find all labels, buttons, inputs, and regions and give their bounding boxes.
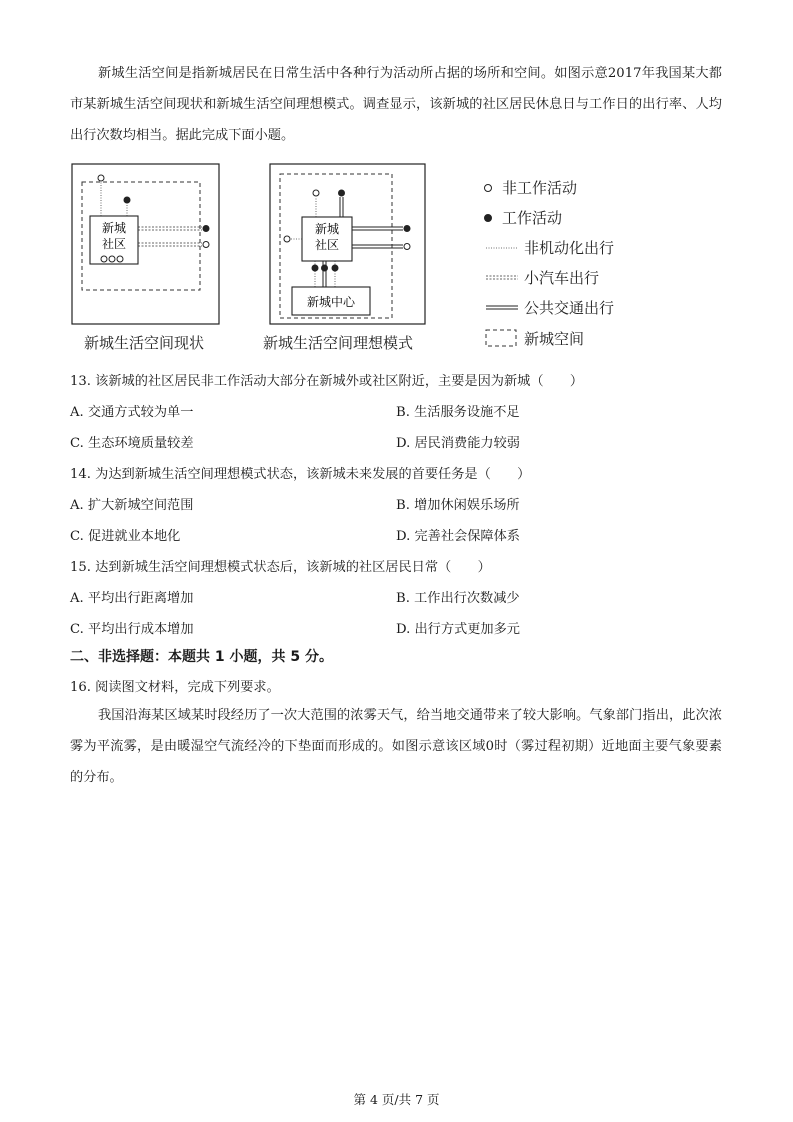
intro-paragraph: 新城生活空间是指新城居民在日常生活中各种行为活动所占据的场所和空间。如图示意2017年我国某大都市某新城生活空间现状和新城生活空间理想模式。调查显示，该新城的社区居民休息日与工作日的出行率、人均出行次数均相当。据此完成下面小题。 bbox=[70, 66, 722, 143]
diagram-current bbox=[72, 164, 219, 352]
legend-nonmotor-label: 非机动化出行 bbox=[524, 239, 615, 257]
legend-work-icon bbox=[485, 215, 492, 222]
figure-svg bbox=[70, 162, 730, 358]
q15-option-d[interactable]: D. 出行方式更加多元 bbox=[396, 622, 520, 637]
diagram1-nonwork-dot-5 bbox=[117, 256, 123, 262]
legend-space-label: 新城空间 bbox=[524, 330, 585, 348]
diagram2-nonwork-dot-1 bbox=[313, 190, 319, 196]
diagram1-new-city-space bbox=[82, 182, 200, 290]
diagram1-work-dot-1 bbox=[124, 197, 130, 203]
legend bbox=[485, 179, 615, 348]
q14-option-d[interactable]: D. 完善社会保障体系 bbox=[396, 529, 520, 544]
q13-option-c[interactable]: C. 生态环境质量较差 bbox=[70, 436, 194, 451]
q14-stem: 14. 为达到新城生活空间理想模式状态，该新城未来发展的首要任务是（ ） bbox=[70, 467, 531, 482]
q13-option-b[interactable]: B. 生活服务设施不足 bbox=[396, 405, 520, 420]
diagram1-nonwork-dot-2 bbox=[203, 242, 209, 248]
diagram1-work-dot-2 bbox=[203, 226, 209, 232]
diagram1-nonwork-dot-1 bbox=[98, 175, 104, 181]
diagram2-work-dot-3 bbox=[312, 265, 318, 271]
diagram1-nonwork-dot-3 bbox=[101, 256, 107, 262]
q15-option-a[interactable]: A. 平均出行距离增加 bbox=[70, 591, 194, 606]
q13-option-a[interactable]: A. 交通方式较为单一 bbox=[70, 405, 194, 420]
diagram2-work-dot-1 bbox=[339, 190, 345, 196]
q15-option-b[interactable]: B. 工作出行次数减少 bbox=[396, 591, 520, 606]
diagram-ideal bbox=[263, 164, 425, 352]
legend-transit-label: 公共交通出行 bbox=[524, 299, 615, 317]
diagram2-work-dot-5 bbox=[332, 265, 338, 271]
legend-car-label: 小汽车出行 bbox=[524, 269, 600, 287]
legend-space-icon bbox=[486, 330, 516, 346]
section2-heading: 二、非选择题：本题共 1 小题，共 5 分。 bbox=[70, 649, 333, 665]
diagram1-frame bbox=[72, 164, 219, 324]
diagram1-community-line2: 社区 bbox=[101, 237, 127, 251]
diagram2-nonwork-dot-2 bbox=[284, 236, 290, 242]
q15-stem: 15. 达到新城生活空间理想模式状态后，该新城的社区居民日常（ ） bbox=[70, 560, 491, 575]
diagram1-nonwork-dot-4 bbox=[109, 256, 115, 262]
diagram2-center-label: 新城中心 bbox=[306, 295, 356, 309]
diagram1-community-line1: 新城 bbox=[101, 221, 127, 235]
diagram2-community-line2: 社区 bbox=[314, 238, 340, 252]
life-space-figure bbox=[70, 162, 730, 358]
q14-option-b[interactable]: B. 增加休闲娱乐场所 bbox=[396, 498, 520, 513]
q14-option-c[interactable]: C. 促进就业本地化 bbox=[70, 529, 181, 544]
q14-option-a[interactable]: A. 扩大新城空间范围 bbox=[70, 498, 194, 513]
legend-work-label: 工作活动 bbox=[502, 209, 563, 227]
legend-nonwork-label: 非工作活动 bbox=[502, 179, 578, 197]
diagram1-caption: 新城生活空间现状 bbox=[83, 334, 205, 352]
q13-option-d[interactable]: D. 居民消费能力较弱 bbox=[396, 436, 520, 451]
diagram2-nonwork-dot-3 bbox=[404, 244, 410, 250]
diagram2-work-dot-4 bbox=[322, 265, 328, 271]
diagram2-community-line1: 新城 bbox=[314, 222, 340, 236]
q16-stem: 16. 阅读图文材料，完成下列要求。 bbox=[70, 680, 280, 695]
q16-paragraph: 我国沿海某区域某时段经历了一次大范围的浓雾天气，给当地交通带来了较大影响。气象部门指出，此次浓雾为平流雾，是由暖湿空气流经冷的下垫面而形成的。如图示意该区域0时（雾过程初期）近地面主要气象要素的分布。 bbox=[70, 708, 722, 785]
page-footer: 第 4 页/共 7 页 bbox=[353, 1092, 440, 1107]
diagram2-work-dot-2 bbox=[404, 226, 410, 232]
diagram2-caption: 新城生活空间理想模式 bbox=[262, 334, 414, 352]
q13-stem: 13. 该新城的社区居民非工作活动大部分在新城外或社区附近，主要是因为新城（ ） bbox=[70, 374, 584, 389]
q15-option-c[interactable]: C. 平均出行成本增加 bbox=[70, 622, 194, 637]
legend-nonwork-icon bbox=[485, 185, 492, 192]
